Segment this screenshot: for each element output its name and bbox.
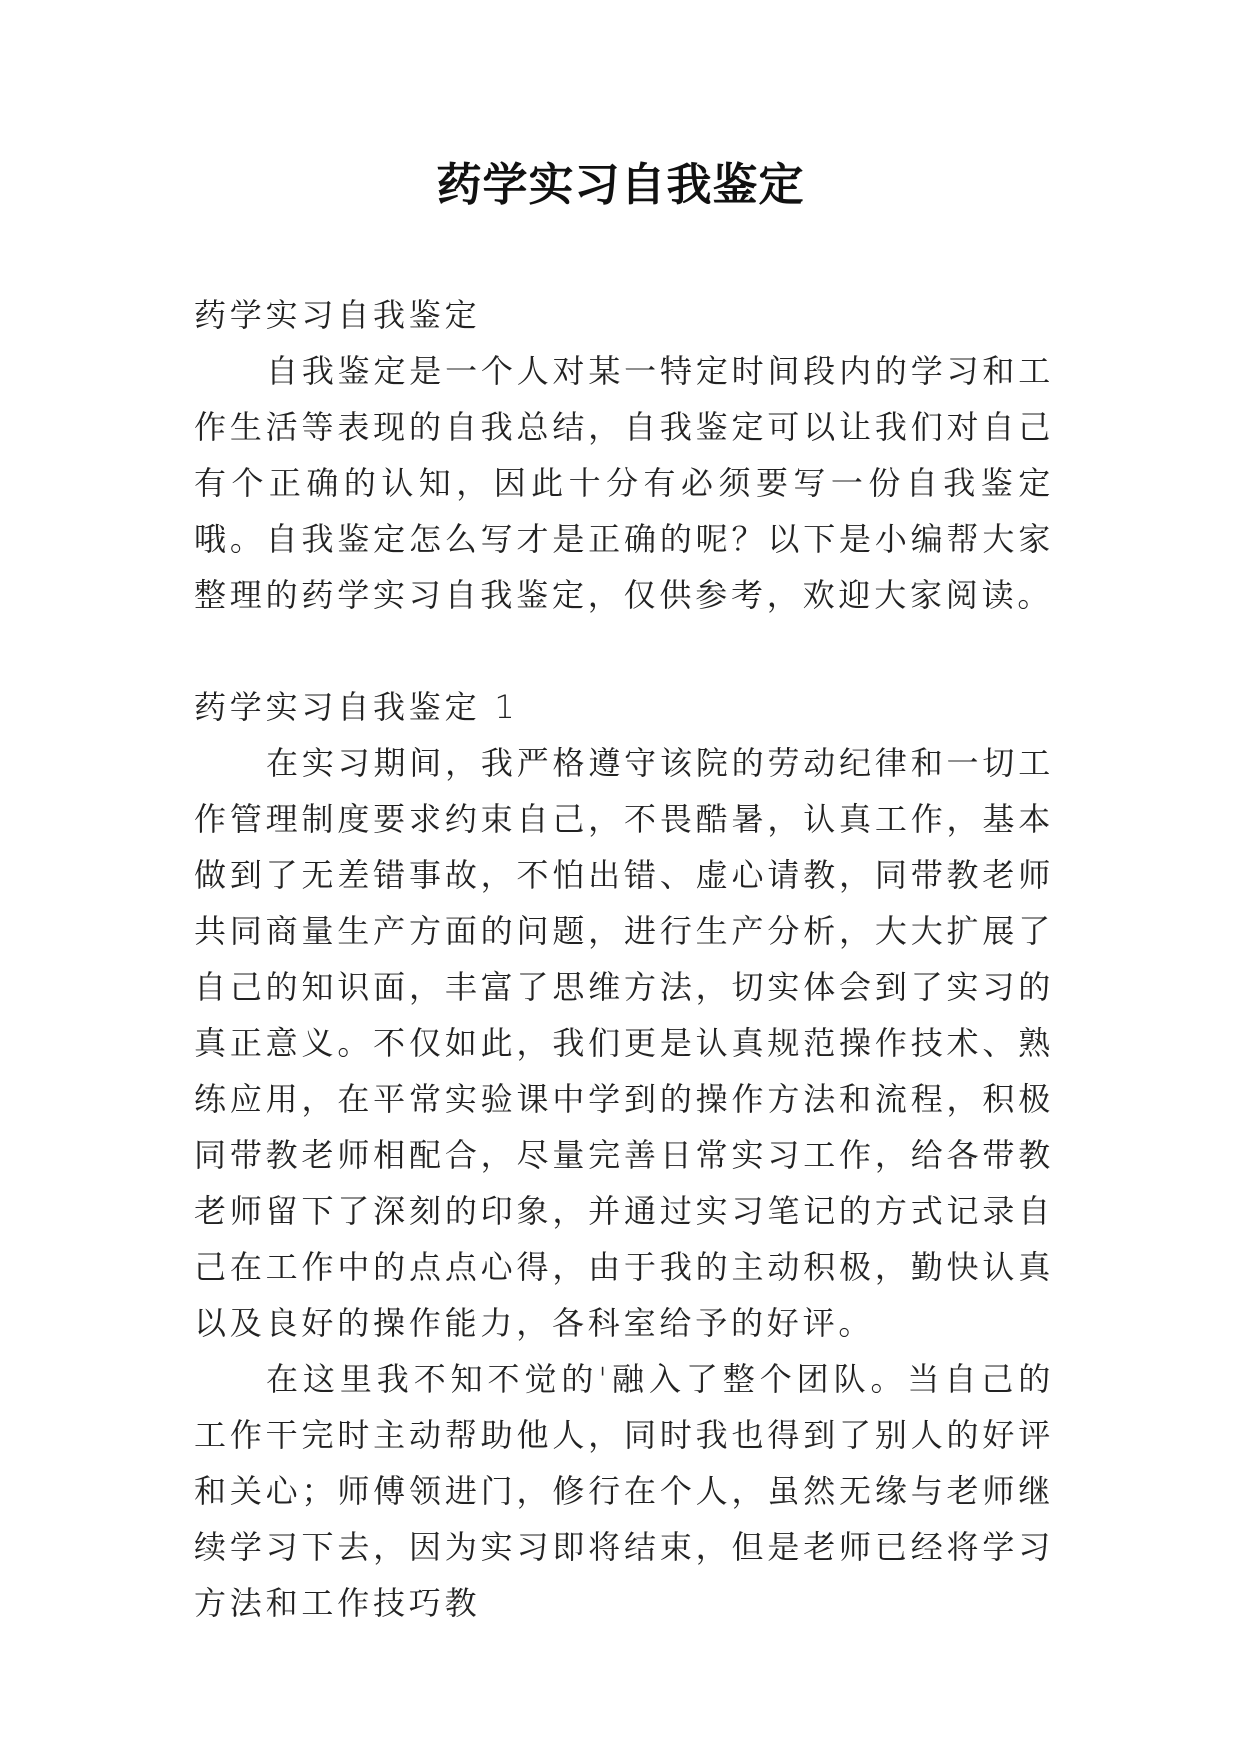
document-title: 药学实习自我鉴定 [436,158,805,211]
document-body [194,287,1054,1631]
section-heading: 药学实习自我鉴定 1 [194,688,519,726]
document-subtitle: 药学实习自我鉴定 [194,296,481,334]
section-paragraph-1: 在实习期间，我严格遵守该院的劳动纪律和一切工作管理制度要求约束自己，不畏酷暑，认真工作，基本做到了无差错事故，不怕出错、虚心请教，同带教老师共同商量生产方面的问题，进行生产分析，大大扩展了自己的知识面，丰富了思维方法，切实体会到了实习的真正意义。不仅如此，我们更是认真规范操作技术、熟练应用，在平常实验课中学到的操作方法和流程，积极同带教老师相配合，尽量完善日常实习工作，给各带教老师留下了深刻的印象，并通过实习笔记的方式记录自己在工作中的点点心得，由于我的主动积极，勤快认真以及良好的操作能力，各科室给予的好评。 [194,744,1054,1342]
section-paragraph-2: 在这里我不知不觉的'融入了整个团队。当自己的工作干完时主动帮助他人，同时我也得到了别人的好评和关心；师傅领进门，修行在个人，虽然无缘与老师继续学习下去，因为实习即将结束，但是老师已经将学习方法和工作技巧教 [194,1360,1054,1622]
intro-paragraph: 自我鉴定是一个人对某一特定时间段内的学习和工作生活等表现的自我总结，自我鉴定可以让我们对自己有个正确的认知，因此十分有必须要写一份自我鉴定哦。自我鉴定怎么写才是正确的呢？以下是小编帮大家整理的药学实习自我鉴定，仅供参考，欢迎大家阅读。 [194,352,1054,614]
